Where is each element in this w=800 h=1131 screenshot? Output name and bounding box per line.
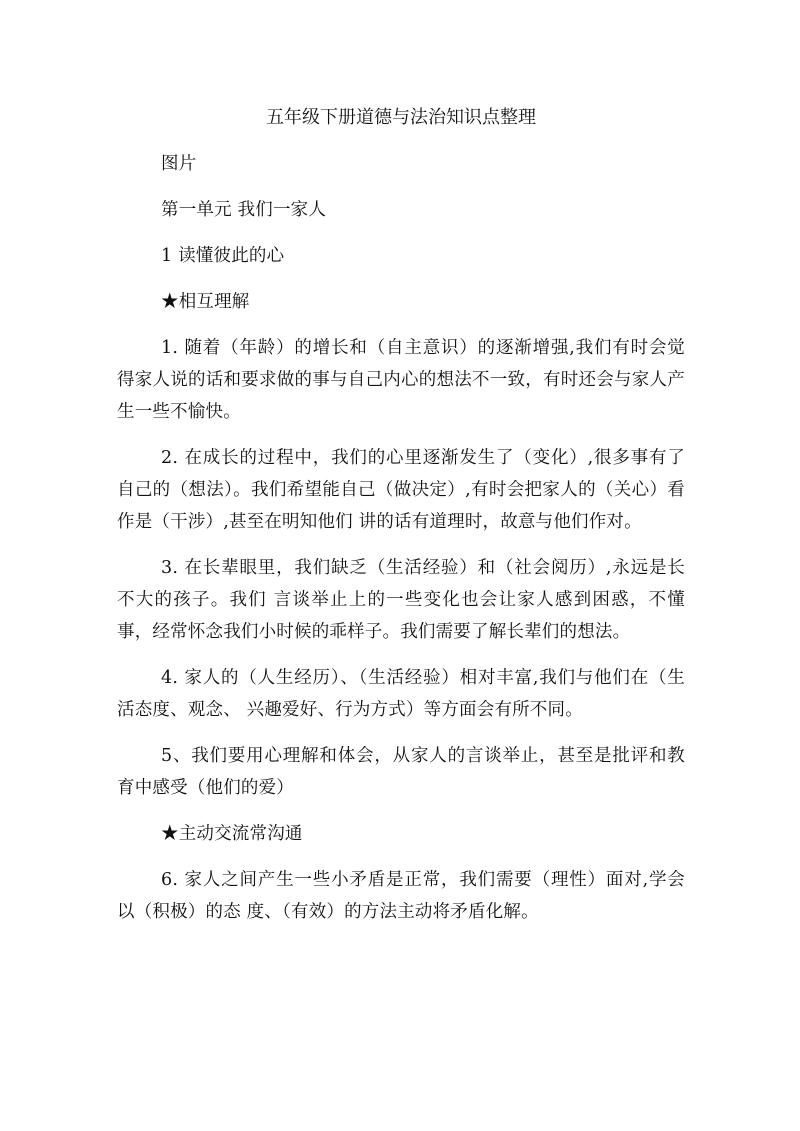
paragraph-text: 2. 在成长的过程中，我们的心里逐渐发生了（变化）,很多事有了自己的（想法）。我们希望能自己（做决定）,有时会把家人的（关心）看作是（干涉）,甚至在明知他们 讲的话有道理时，故意与他们作对。 <box>117 448 685 532</box>
lesson-heading: 1 读懂彼此的心 <box>161 246 285 266</box>
paragraph-text: 3. 在长辈眼里，我们缺乏（生活经验）和（社会阅历）,永远是长不大的孩子。我们 言谈举止上的一些变化也会让家人感到困惑，不懂事，经常怀念我们小时候的乖样子。我们需要了解长辈们的想法。 <box>117 558 685 642</box>
section-heading-communication: ★主动交流常沟通 <box>161 824 303 844</box>
paragraph-6 <box>117 864 685 928</box>
paragraph-text: 5、我们要用心理解和体会，从家人的言谈举止，甚至是批评和教育中感受（他们的爱） <box>117 746 685 798</box>
image-placeholder-label: 图片 <box>161 154 197 174</box>
paragraph-3 <box>117 552 685 648</box>
paragraph-2 <box>117 442 685 538</box>
paragraph-1 <box>117 332 685 428</box>
paragraph-text: 1. 随着（年龄）的增长和（自主意识）的逐渐增强,我们有时会觉得家人说的话和要求做的事与自己内心的想法不一致，有时还会与家人产生一些不愉快。 <box>117 338 685 422</box>
paragraph-5 <box>117 740 685 804</box>
paragraph-text: 4. 家人的（人生经历）、（生活经验）相对丰富,我们与他们在（生活态度、观念、 兴趣爱好、行为方式）等方面会有所不同。 <box>117 668 685 720</box>
paragraph-text: 6. 家人之间产生一些小矛盾是正常，我们需要（理性）面对,学会以（积极）的态 度、（有效）的方法主动将矛盾化解。 <box>117 870 685 922</box>
unit-heading: 第一单元 我们一家人 <box>161 200 327 220</box>
section-heading-mutual-understanding: ★相互理解 <box>161 292 250 312</box>
document-title: 五年级下册道德与法治知识点整理 <box>266 107 536 128</box>
paragraph-4 <box>117 662 685 726</box>
